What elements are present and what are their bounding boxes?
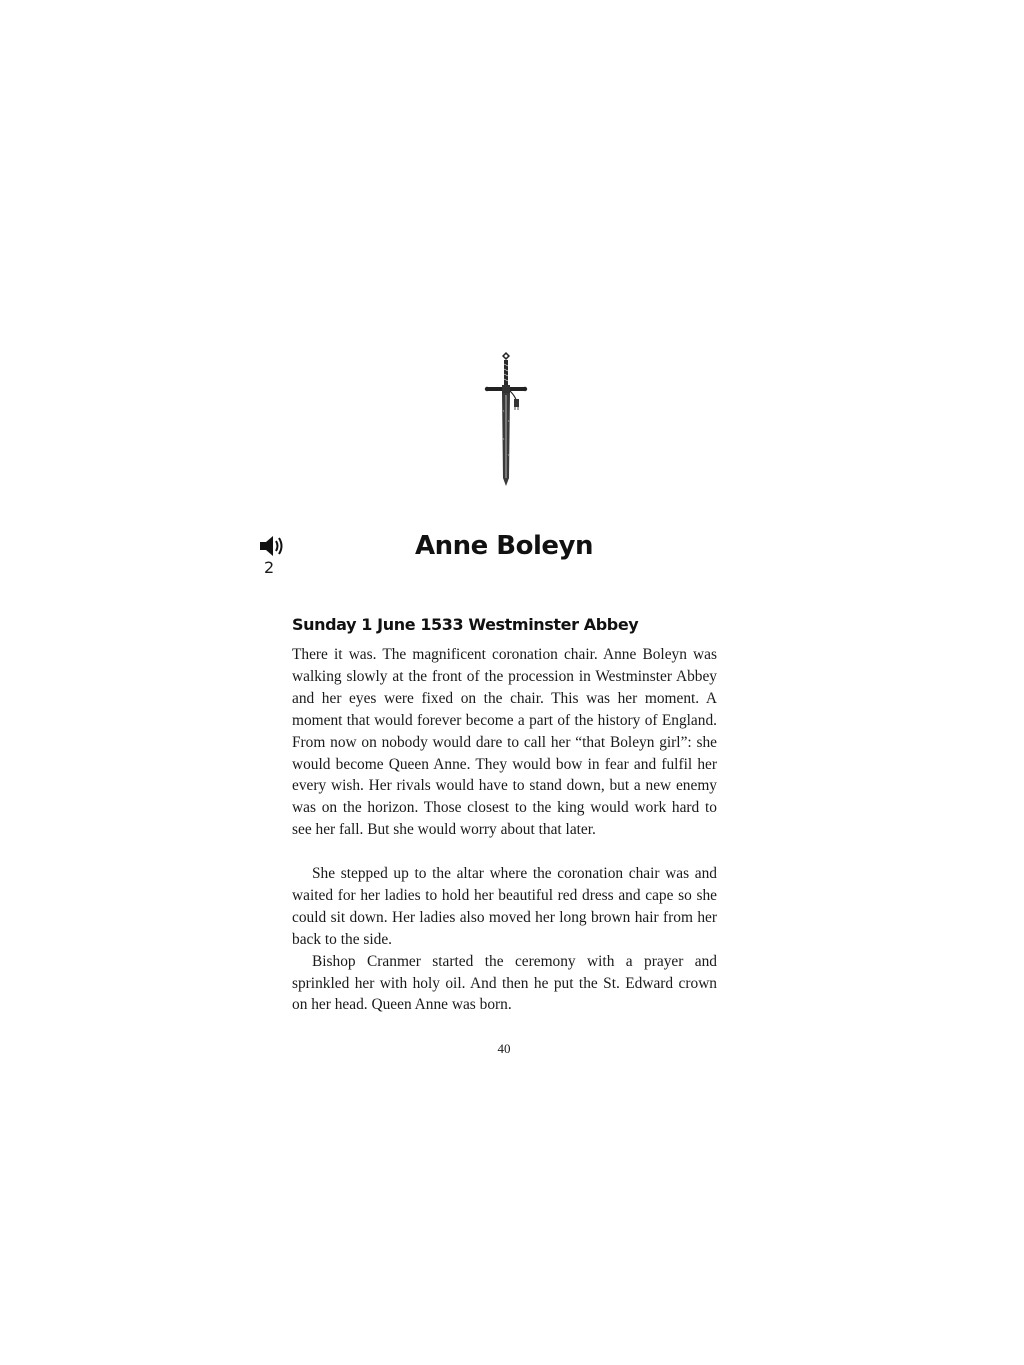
paragraph: There it was. The magnificent coronation chair. Anne Boleyn was walking slowly at the front of the procession in Westminster Abbey and her eyes were fixed on the chair. This was her moment. A moment that would forever become a part of the history of England. From now on nobody would dare to call her “that Boleyn girl”: she would become Queen Anne. They would bow in fear and fulfil her every wish. Her rivals would have to stand down, but a new enemy was on the horizon. Those closest to the king would work hard to see her fall. But she would worry about that later.	[292, 646, 717, 839]
paragraph: She stepped up to the altar where the coronation chair was and waited for her ladies to hold her beautiful red dress and cape so she could sit down. Her ladies also moved her long brown hair from her back to the side.	[292, 865, 717, 948]
chapter-title: Anne Boleyn	[414, 531, 593, 561]
body-text	[292, 644, 717, 1016]
paragraph: Bishop Cranmer started the ceremony with a prayer and sprinkled her with holy oil. And then he put the St. Edward crown on her head. Queen Anne was born.	[292, 952, 717, 1014]
sword-icon	[484, 350, 528, 488]
audio-track-number: 2	[264, 558, 275, 577]
speaker-icon[interactable]	[258, 534, 286, 558]
section-heading: Sunday 1 June 1533 Westminster Abbey	[292, 615, 639, 634]
page-number: 40	[497, 1041, 511, 1056]
